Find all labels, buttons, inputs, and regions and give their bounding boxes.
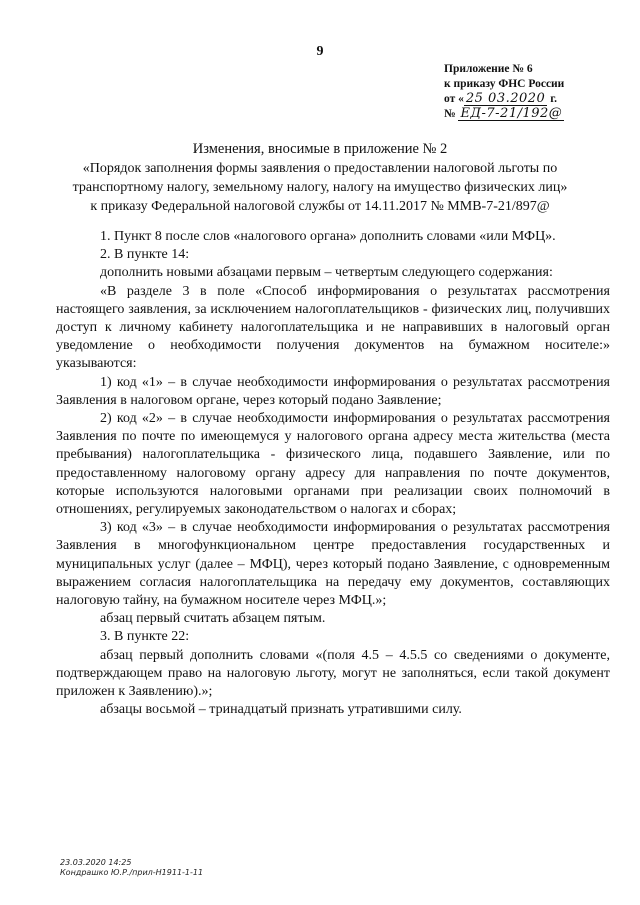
page-number: 9	[316, 44, 324, 59]
document-body	[56, 228, 610, 719]
number-prefix: №	[444, 108, 459, 120]
paragraph-section-3: «В разделе 3 в поле «Способ информирования о результатах рассмотрения настоящего заявления, за исключением налогоплательщиков - физических лиц, получивших доступ к личному кабинету налогоплательщика и не направивших в налоговый орган уведомление о необходимости получения документов на бумажном носителе:» указываются:	[56, 283, 610, 372]
paragraph-item-22-addition: абзац первый дополнить словами «(поля 4.5 – 4.5.5 со сведениями о документе, подтверждающем право на налоговую льготу, могут не заполняться, если такой документ приложен к Заявлению).»;	[56, 647, 610, 700]
paragraph-code-3: 3) код «3» – в случае необходимости информирования о результатах рассмотрения Заявления в многофункциональном центре предоставления государственных и муниципальных услуг (далее – МФЦ), через который подано Заявление, с одновременным выражением согласия налогоплательщика на передачу ему документов, составляющих налоговую тайну, на бумажном носителе через МФЦ.»;	[56, 520, 610, 609]
paragraph-code-2: 2) код «2» – в случае необходимости информирования о результатах рассмотрения Заявления по почте по имеющемуся у налогового органа адресу места жительства (места пребывания) налогоплательщика - физического лица, подавшего Заявление, или по предоставленному налоговому органу адресу для направления по почте документов, которые используются налоговыми органами при реализации своих полномочий в отношениях, регулируемых законодательством о налогах и сборах;	[56, 411, 610, 518]
handwritten-date: 25 03.2020	[465, 91, 546, 106]
footer-timestamp: 23.03.2020 14:25	[60, 858, 132, 867]
appendix-title: Приложение № 6	[444, 63, 533, 75]
appendix-order: к приказу ФНС России	[444, 78, 565, 90]
document-title	[40, 140, 600, 216]
title-line-4: к приказу Федеральной налоговой службы от 14.11.2017 № ММВ-7-21/897@	[90, 199, 550, 214]
footer-file-ref: Кондрашко Ю.Р./прил-Н1911-1-11	[60, 868, 204, 877]
paragraph-item-1: 1. Пункт 8 после слов «налогового органа» дополнить словами «или МФЦ».	[100, 229, 556, 244]
paragraph-renumber: абзац первый считать абзацем пятым.	[100, 611, 326, 627]
paragraph-add-text: дополнить новыми абзацами первым – четвертым следующего содержания:	[100, 265, 553, 281]
paragraph-item-3: 3. В пункте 22:	[100, 629, 190, 645]
title-line-2: «Порядок заполнения формы заявления о предоставлении налоговой льготы по	[82, 161, 558, 176]
appendix-block	[444, 62, 614, 122]
appendix-number	[444, 107, 614, 122]
title-line-3: транспортному налогу, земельному налогу, налогу на имущество физических лиц»	[72, 180, 568, 195]
date-suffix: г.	[547, 93, 557, 105]
footer-stamp	[60, 858, 203, 878]
paragraph-invalidate: абзацы восьмой – тринадцатый признать утратившими силу.	[100, 702, 462, 718]
date-prefix: от «	[444, 93, 464, 105]
paragraph-item-2: 2. В пункте 14:	[100, 247, 190, 263]
title-line-1: Изменения, вносимые в приложение № 2	[192, 141, 448, 157]
appendix-date	[444, 92, 614, 107]
handwritten-order-number: ЕД-7-21/192@	[460, 106, 563, 121]
paragraph-code-1: 1) код «1» – в случае необходимости информирования о результатах рассмотрения Заявления в налоговом органе, через который подано Заявление;	[56, 374, 610, 408]
